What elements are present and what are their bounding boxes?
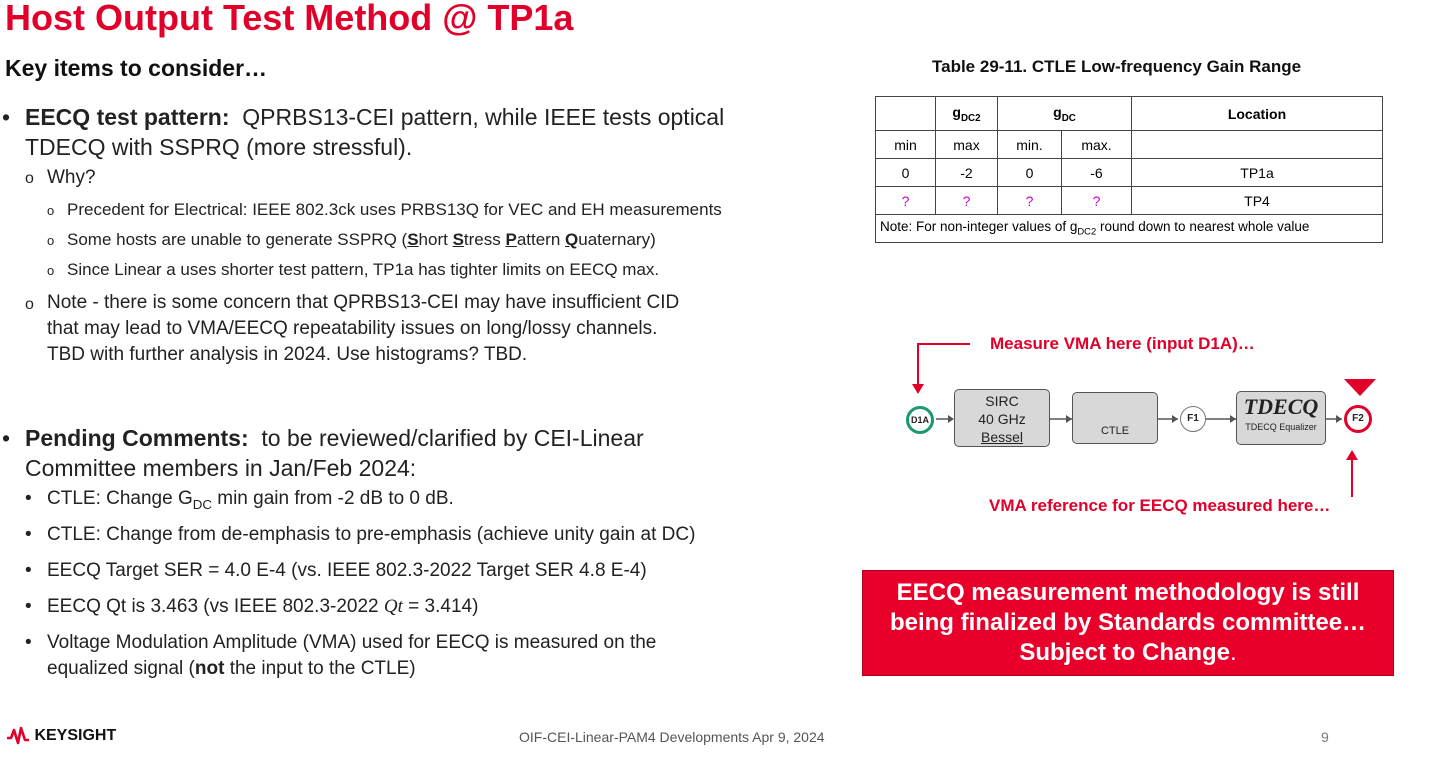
c4-post: = 3.414) — [402, 596, 479, 617]
precedent-item: Precedent for Electrical: IEEE 802.3ck uses PRBS13Q for VEC and EH measurements — [67, 200, 722, 219]
c5-bold: not — [194, 658, 225, 679]
table-cell: ? — [998, 187, 1062, 215]
pending-label: Pending Comments: — [25, 425, 249, 451]
f2-marker-icon — [1344, 379, 1376, 396]
notice-box — [862, 570, 1394, 676]
head-gdc2-g: g — [952, 103, 961, 120]
note-sub: DC2 — [1077, 226, 1097, 238]
notice-line-2: being finalized by Standards committee… — [889, 609, 1367, 636]
ref-label: VMA reference for EECQ measured here… — [989, 496, 1331, 515]
sirc-block — [954, 389, 1050, 447]
table-cell: ? — [1062, 187, 1132, 215]
bullet-dot: • — [25, 560, 32, 581]
tdecq-subtitle: TDECQ Equalizer — [1245, 422, 1317, 432]
footer-text: OIF-CEI-Linear-PAM4 Developments Apr 9, 2024 — [519, 729, 825, 745]
ssprq-q: Q — [565, 230, 579, 249]
head-gdc2-sub: DC2 — [960, 112, 981, 124]
notice-line-3-text: Subject to Change — [1019, 639, 1230, 666]
ctle-block: CTLE — [1072, 392, 1158, 444]
table-cell: ? — [876, 187, 936, 215]
c5-pre: equalized signal ( — [47, 658, 195, 679]
sirc-line-2: 40 GHz — [978, 411, 1026, 427]
bullet-dot: • — [25, 596, 32, 617]
note-post: round down to nearest whole value — [1096, 219, 1310, 235]
sub-bullet-circle: o — [47, 203, 55, 218]
table-cell: max. — [1062, 131, 1132, 159]
f2-node: F2 — [1344, 405, 1372, 433]
measure-arrowhead — [912, 384, 924, 394]
table-cell: TP4 — [1132, 187, 1383, 215]
connector-arrow — [1172, 415, 1178, 423]
d1a-node: D1A — [906, 406, 934, 434]
table-caption: Table 29-11. CTLE Low-frequency Gain Range — [932, 57, 1302, 76]
eecq-text-a: QPRBS13-CEI pattern, while IEEE tests optical — [242, 104, 725, 130]
bullet-dot: • — [25, 632, 32, 653]
table-cell: TP1a — [1132, 159, 1383, 187]
ssprq-p: P — [505, 230, 517, 249]
head-location: Location — [1132, 97, 1383, 131]
c4-qt: Qt — [383, 596, 403, 617]
bullet-dot: • — [25, 488, 32, 509]
brand-name: KEYSIGHT — [34, 727, 117, 744]
bullet-dot: • — [25, 524, 32, 545]
note-line-1: Note - there is some concern that QPRBS13-CEI may have insufficient CID — [47, 292, 680, 313]
ssprq-pre: Some hosts are unable to generate SSPRQ ( — [67, 230, 408, 249]
ssprq-attern: attern — [516, 230, 566, 249]
c5-post: the input to the CTLE) — [224, 658, 416, 679]
sub-bullet-circle: o — [47, 263, 55, 278]
c1-pre: CTLE: Change G — [47, 488, 193, 509]
notice-line-3 — [863, 638, 1393, 668]
since-item: Since Linear a uses shorter test pattern, TP1a has tighter limits on EECQ max. — [67, 260, 660, 279]
ref-arrowhead — [1346, 450, 1358, 460]
pending-text-b: Committee members in Jan/Feb 2024: — [25, 455, 417, 481]
note-pre: Note: For non-integer values of g — [880, 219, 1078, 235]
page-number: 9 — [1321, 729, 1329, 745]
table-cell: 0 — [876, 159, 936, 187]
table-cell: -6 — [1062, 159, 1132, 187]
f1-node: F1 — [1180, 406, 1206, 432]
ssprq-uaternary: uaternary) — [578, 230, 656, 249]
page-title: Host Output Test Method @ TP1a — [5, 0, 574, 38]
table-cell: min — [876, 131, 936, 159]
why-item: Why? — [47, 167, 96, 188]
brand-logo — [6, 726, 116, 746]
sub-bullet-circle: o — [25, 170, 34, 187]
bullet-dot: • — [2, 425, 11, 451]
comment-ctle-emphasis: CTLE: Change from de-emphasis to pre-emphasis (achieve unity gain at DC) — [47, 524, 696, 545]
ssprq-tress: tress — [463, 230, 506, 249]
c4-pre: EECQ Qt is 3.463 (vs IEEE 802.3-2022 — [47, 596, 384, 617]
comment-target-ser: EECQ Target SER = 4.0 E-4 (vs. IEEE 802.3-2022 Target SER 4.8 E-4) — [47, 560, 647, 581]
table-cell: -2 — [936, 159, 998, 187]
c1-sub: DC — [192, 496, 212, 512]
eecq-text-b: TDECQ with SSPRQ (more stressful). — [25, 134, 413, 160]
bullet-dot: • — [2, 104, 11, 130]
connector-arrow — [1336, 415, 1342, 423]
head-gdc-sub: DC — [1061, 112, 1076, 124]
pending-text-a: to be reviewed/clarified by CEI-Linear — [261, 425, 644, 451]
table-cell: max — [936, 131, 998, 159]
table-cell: ? — [936, 187, 998, 215]
comment-vma-a: Voltage Modulation Amplitude (VMA) used for EECQ is measured on the — [47, 632, 657, 653]
c1-post: min gain from -2 dB to 0 dB. — [211, 488, 454, 509]
ssprq-s: S — [407, 230, 419, 249]
note-line-2: that may lead to VMA/EECQ repeatability issues on long/lossy channels. — [47, 318, 658, 339]
sub-bullet-circle: o — [47, 233, 55, 248]
note-line-3: TBD with further analysis in 2024. Use histograms? TBD. — [47, 344, 528, 365]
page-subtitle: Key items to consider… — [5, 55, 268, 81]
head-gdc-g: g — [1053, 103, 1062, 120]
ssprq-s2: S — [452, 230, 464, 249]
tdecq-block — [1236, 391, 1326, 445]
notice-line-1: EECQ measurement methodology is still — [896, 579, 1360, 606]
table-cell: 0 — [998, 159, 1062, 187]
tdecq-title: TDECQ — [1243, 394, 1319, 419]
notice-line-3-dot: . — [1230, 639, 1237, 666]
sirc-line-1: SIRC — [985, 393, 1019, 409]
ssprq-hort: hort — [418, 230, 453, 249]
keysight-wave-icon — [6, 726, 30, 746]
sirc-line-3: Bessel — [980, 429, 1024, 445]
measure-label: Measure VMA here (input D1A)… — [990, 334, 1255, 353]
table-cell: min. — [998, 131, 1062, 159]
eecq-label: EECQ test pattern: — [25, 104, 230, 130]
sub-bullet-circle: o — [25, 296, 34, 313]
measure-arrow-line — [918, 344, 970, 386]
